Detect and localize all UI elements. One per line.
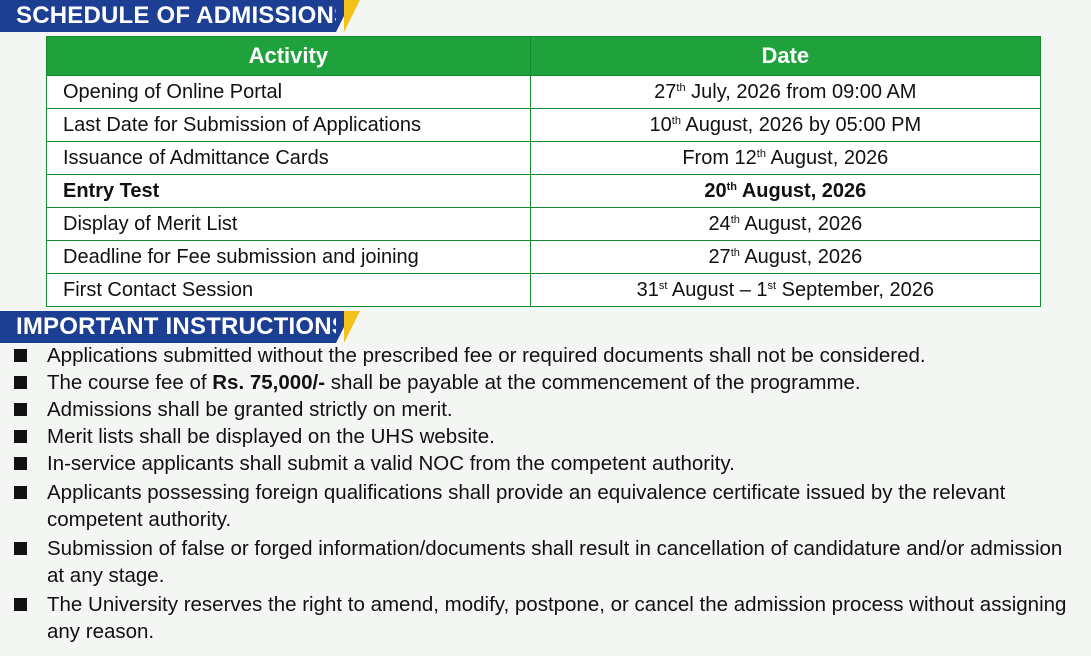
square-bullet-icon [14, 486, 27, 499]
square-bullet-icon [14, 457, 27, 470]
schedule-heading: SCHEDULE OF ADMISSIONS [0, 0, 336, 32]
table-row [47, 208, 1041, 241]
activity-cell: Deadline for Fee submission and joining [47, 241, 531, 274]
date-cell: 10th August, 2026 by 05:00 PM [530, 109, 1040, 142]
list-item: Merit lists shall be displayed on the UHS website. [14, 423, 1084, 450]
square-bullet-icon [14, 542, 27, 555]
date-cell: 27th August, 2026 [530, 241, 1040, 274]
activity-cell: Last Date for Submission of Applications [47, 109, 531, 142]
list-item: Applicants possessing foreign qualifications shall provide an equivalence certificate issued by the relevant competent authority. [14, 479, 1084, 533]
date-cell: 24th August, 2026 [530, 208, 1040, 241]
banner-accent [336, 311, 352, 343]
table-header-row [47, 37, 1041, 76]
square-bullet-icon [14, 376, 27, 389]
table-row [47, 175, 1041, 208]
table-row [47, 241, 1041, 274]
date-column-header: Date [530, 37, 1040, 76]
activity-cell: Entry Test [47, 175, 531, 208]
date-cell: From 12th August, 2026 [530, 142, 1040, 175]
list-item: The University reserves the right to amend, modify, postpone, or cancel the admission process without assigning any reason. [14, 591, 1084, 645]
table-row [47, 109, 1041, 142]
activity-cell: First Contact Session [47, 274, 531, 307]
square-bullet-icon [14, 598, 27, 611]
schedule-heading-banner [0, 0, 352, 32]
activity-cell: Opening of Online Portal [47, 76, 531, 109]
table-row [47, 142, 1041, 175]
banner-accent [336, 0, 352, 32]
list-item: The course fee of Rs. 75,000/- shall be payable at the commencement of the programme. [14, 369, 1084, 396]
schedule-table [46, 36, 1041, 307]
square-bullet-icon [14, 349, 27, 362]
activity-column-header: Activity [47, 37, 531, 76]
instructions-heading-banner [0, 311, 352, 343]
instructions-list [14, 342, 1084, 645]
square-bullet-icon [14, 430, 27, 443]
list-item: Applications submitted without the prescribed fee or required documents shall not be considered. [14, 342, 1084, 369]
date-cell: 20th August, 2026 [530, 175, 1040, 208]
table-row [47, 274, 1041, 307]
activity-cell: Issuance of Admittance Cards [47, 142, 531, 175]
activity-cell: Display of Merit List [47, 208, 531, 241]
list-item: Admissions shall be granted strictly on merit. [14, 396, 1084, 423]
instructions-heading: IMPORTANT INSTRUCTIONS [0, 311, 336, 343]
date-cell: 27th July, 2026 from 09:00 AM [530, 76, 1040, 109]
date-cell: 31st August – 1st September, 2026 [530, 274, 1040, 307]
square-bullet-icon [14, 403, 27, 416]
list-item: In-service applicants shall submit a valid NOC from the competent authority. [14, 450, 1084, 477]
list-item: Submission of false or forged information/documents shall result in cancellation of candidature and/or admission at any stage. [14, 535, 1084, 589]
table-row [47, 76, 1041, 109]
